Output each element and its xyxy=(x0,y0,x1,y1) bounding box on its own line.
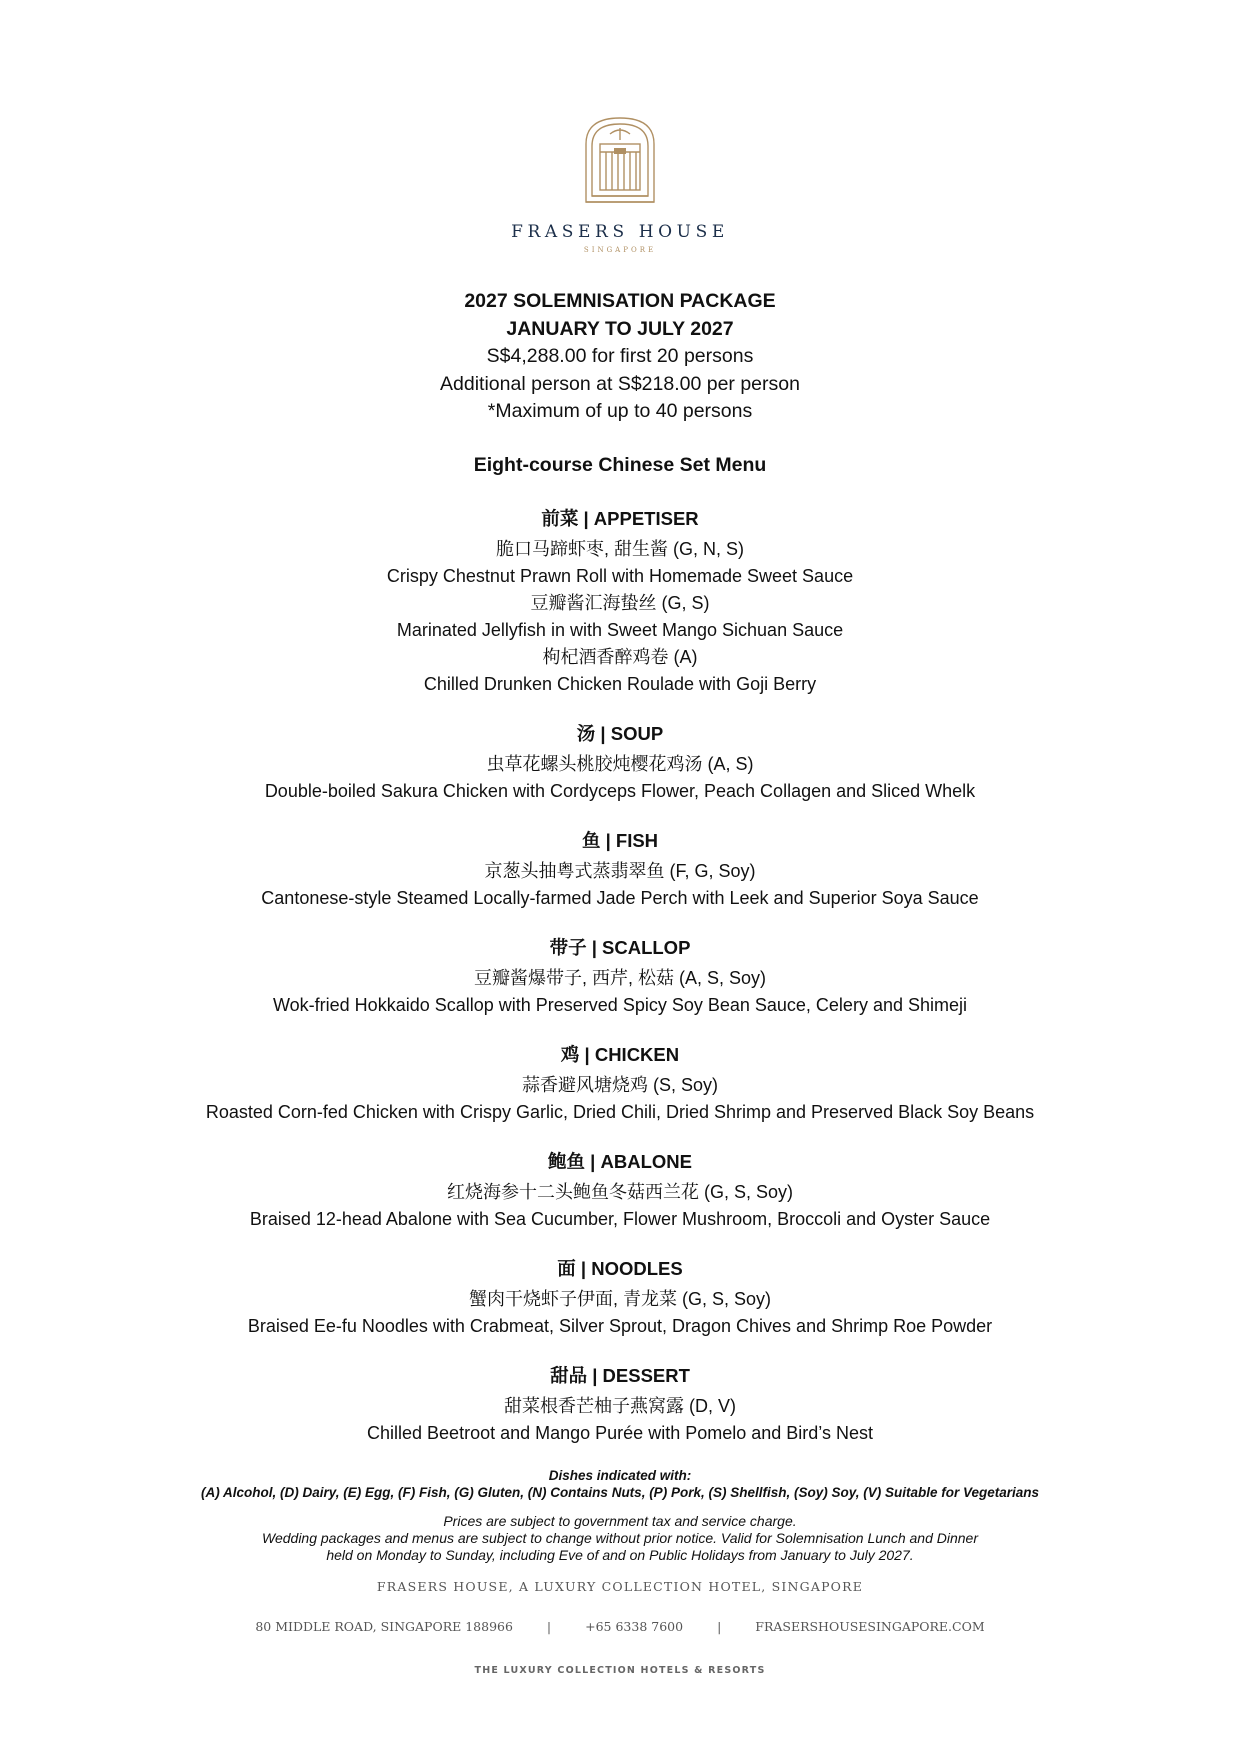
notes-line: Prices are subject to government tax and service charge. xyxy=(443,1513,797,1529)
course-list xyxy=(0,505,1240,1469)
footer-phone[interactable]: +65 6338 7600 xyxy=(585,1619,684,1634)
notes-line: Wedding packages and menus are subject to change without prior notice. Valid for Solemnisation Lunch and Dinner xyxy=(262,1529,978,1546)
course-section xyxy=(0,505,1240,698)
dish-english-name: Double-boiled Sakura Chicken with Cordyceps Flower, Peach Collagen and Sliced Whelk xyxy=(264,781,976,801)
legend-items: (A) Alcohol, (D) Dairy, (E) Egg, (F) Fish, (G) Gluten, (N) Contains Nuts, (P) Pork, (S) Shellfish, (Soy) Soy, (V) Suitable for Vegetarians xyxy=(200,1484,1040,1500)
dish-chinese-name: 京葱头抽粤式蒸翡翠鱼 (F, G, Soy) xyxy=(484,861,756,881)
package-header xyxy=(0,288,1240,426)
dish-chinese-name: 蒜香避风塘烧鸡 (S, Soy) xyxy=(521,1075,718,1095)
arched-window-logo-icon xyxy=(580,114,660,204)
course-section xyxy=(0,1041,1240,1126)
dish-chinese-name: 豆瓣酱爆带子, 西芹, 松菇 (A, S, Soy) xyxy=(473,968,767,988)
package-title: 2027 SOLEMNISATION PACKAGE xyxy=(464,290,776,312)
footer-separator: | xyxy=(546,1619,552,1634)
course-title: 鸡 | CHICKEN xyxy=(560,1044,680,1065)
footer-separator: | xyxy=(717,1619,722,1634)
dish-english-name: Roasted Corn-fed Chicken with Crispy Garlic, Dried Chili, Dried Shrimp and Preserved Black Soy Beans xyxy=(205,1102,1035,1122)
course-section xyxy=(0,827,1240,912)
footer-collection: THE LUXURY COLLECTION HOTELS & RESORTS xyxy=(474,1665,766,1676)
dish-english-name: Braised Ee-fu Noodles with Crabmeat, Silver Sprout, Dragon Chives and Shrimp Roe Powder xyxy=(247,1316,993,1336)
course-section xyxy=(0,934,1240,1019)
course-section xyxy=(0,1362,1240,1447)
course-title: 面 | NOODLES xyxy=(557,1258,683,1279)
package-maximum: *Maximum of up to 40 persons xyxy=(487,400,753,422)
course-section xyxy=(0,720,1240,805)
legend-title: Dishes indicated with: xyxy=(548,1468,692,1483)
brand-name: FRASERS HOUSE xyxy=(511,222,729,242)
course-section xyxy=(0,1255,1240,1340)
footer-website-link[interactable]: FRASERSHOUSESINGAPORE.COM xyxy=(755,1619,985,1634)
package-period: JANUARY TO JULY 2027 xyxy=(506,317,734,340)
dietary-legend xyxy=(0,1468,1240,1501)
dish-english-name: Braised 12-head Abalone with Sea Cucumber, Flower Mushroom, Broccoli and Oyster Sauce xyxy=(249,1209,991,1229)
dish-english-name: Crispy Chestnut Prawn Roll with Homemade Sweet Sauce xyxy=(386,566,854,586)
course-title: 前菜 | APPETISER xyxy=(541,508,699,529)
footer-contact xyxy=(0,1619,1240,1634)
dish-chinese-name: 脆口马蹄虾枣, 甜生酱 (G, N, S) xyxy=(495,539,744,559)
notes-line: held on Monday to Sunday, including Eve of and on Public Holidays from January to July 2027. xyxy=(326,1546,914,1563)
dish-chinese-name: 蟹肉干烧虾子伊面, 青龙菜 (G, S, Soy) xyxy=(468,1289,772,1309)
brand-location: SINGAPORE xyxy=(583,246,657,254)
dish-chinese-name: 豆瓣酱汇海蛰丝 (G, S) xyxy=(530,593,710,613)
dish-english-name: Chilled Drunken Chicken Roulade with Goji Berry xyxy=(423,674,817,694)
course-title: 带子 | SCALLOP xyxy=(549,937,691,958)
brand-block xyxy=(0,114,1240,254)
package-price: S$4,288.00 for first 20 persons xyxy=(486,345,754,367)
dish-english-name: Chilled Beetroot and Mango Purée with Pomelo and Bird’s Nest xyxy=(367,1423,873,1443)
footer-address: 80 MIDDLE ROAD, SINGAPORE 188966 xyxy=(255,1619,513,1634)
course-title: 甜品 | DESSERT xyxy=(550,1365,690,1386)
footer-hotel-name: FRASERS HOUSE, A LUXURY COLLECTION HOTEL, SINGAPORE xyxy=(376,1579,864,1594)
dish-chinese-name: 枸杞酒香醉鸡卷 (A) xyxy=(542,647,698,667)
course-section xyxy=(0,1148,1240,1233)
dish-chinese-name: 虫草花螺头桃胶炖樱花鸡汤 (A, S) xyxy=(486,754,754,774)
menu-title: Eight-course Chinese Set Menu xyxy=(473,454,767,476)
dish-english-name: Marinated Jellyfish in with Sweet Mango Sichuan Sauce xyxy=(396,620,844,640)
dish-chinese-name: 红烧海参十二头鲍鱼冬菇西兰花 (G, S, Soy) xyxy=(446,1182,793,1202)
course-title: 鲍鱼 | ABALONE xyxy=(548,1151,692,1172)
dish-english-name: Wok-fried Hokkaido Scallop with Preserved Spicy Soy Bean Sauce, Celery and Shimeji xyxy=(273,995,967,1015)
course-title: 鱼 | FISH xyxy=(581,830,659,851)
package-additional: Additional person at S$218.00 per person xyxy=(440,372,800,395)
course-title: 汤 | SOUP xyxy=(576,723,664,744)
dish-english-name: Cantonese-style Steamed Locally-farmed Jade Perch with Leek and Superior Soya Sauce xyxy=(261,888,979,908)
terms-notes xyxy=(0,1513,1240,1563)
dish-chinese-name: 甜菜根香芒柚子燕窝露 (D, V) xyxy=(504,1396,736,1416)
